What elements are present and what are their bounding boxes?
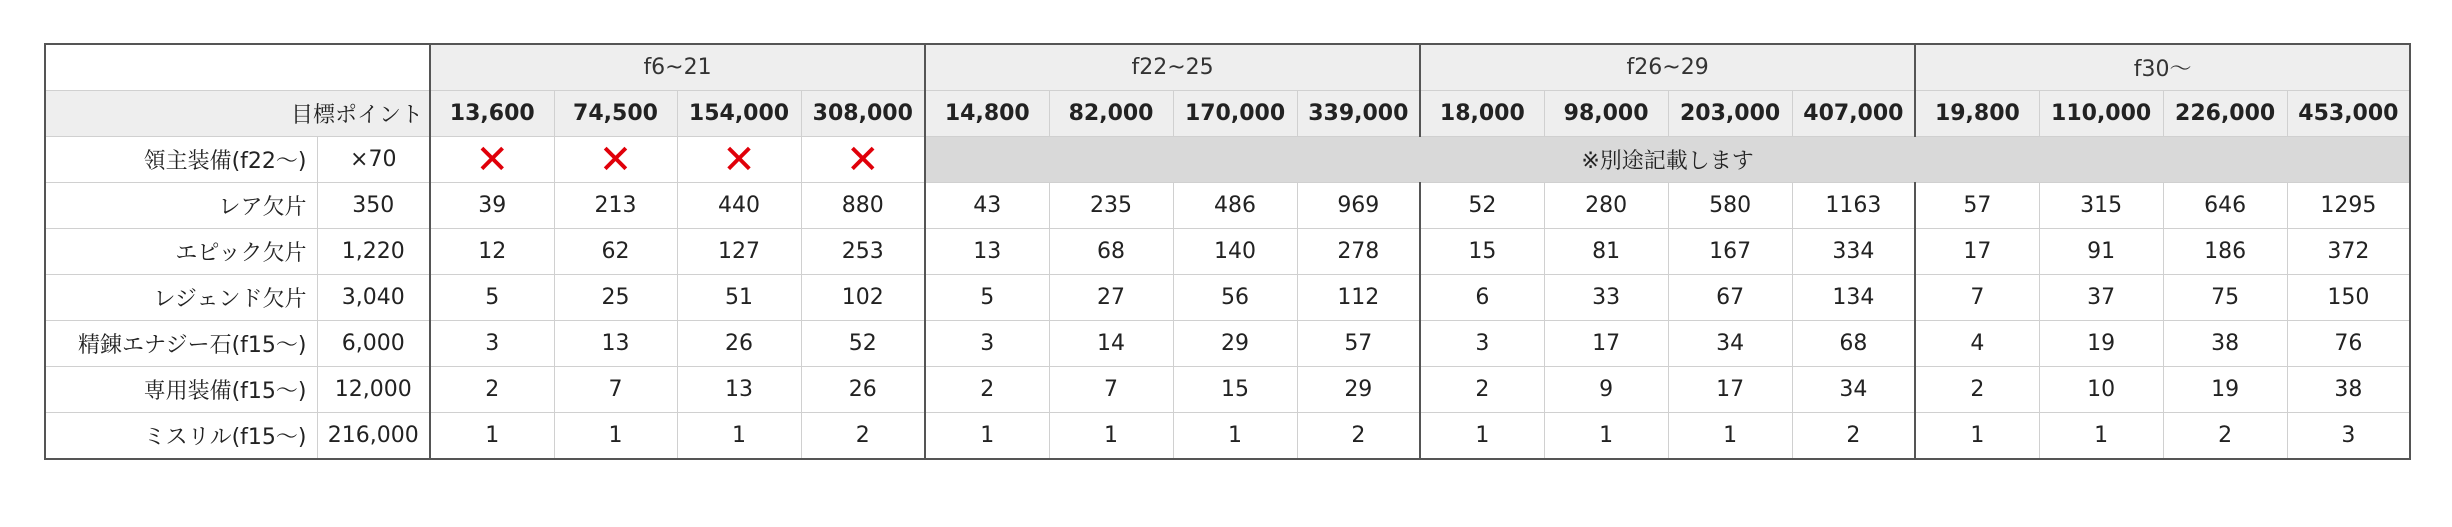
value-cell: 167 bbox=[1668, 229, 1792, 275]
item-unit: 12,000 bbox=[317, 367, 430, 413]
value-cell: 10 bbox=[2039, 367, 2163, 413]
value-cell: 880 bbox=[801, 183, 925, 229]
value-cell: 1 bbox=[554, 413, 677, 460]
target-value: 14,800 bbox=[925, 91, 1049, 137]
value-cell: 13 bbox=[677, 367, 801, 413]
value-cell: 6 bbox=[1420, 275, 1544, 321]
value-cell: 112 bbox=[1297, 275, 1420, 321]
table-row bbox=[45, 413, 2410, 460]
target-value: 19,800 bbox=[1915, 91, 2039, 137]
value-cell: 7 bbox=[1049, 367, 1173, 413]
value-cell: 2 bbox=[801, 413, 925, 460]
value-cell: 1 bbox=[925, 413, 1049, 460]
value-cell: 1295 bbox=[2287, 183, 2410, 229]
target-value: 339,000 bbox=[1297, 91, 1420, 137]
target-value: 18,000 bbox=[1420, 91, 1544, 137]
value-cell: 34 bbox=[1792, 367, 1915, 413]
item-name: 領主装備(f22〜) bbox=[45, 137, 317, 183]
item-name: 精錬エナジー石(f15〜) bbox=[45, 321, 317, 367]
value-cell: 57 bbox=[1297, 321, 1420, 367]
value-cell: 486 bbox=[1173, 183, 1297, 229]
value-cell: 19 bbox=[2163, 367, 2287, 413]
value-cell: 140 bbox=[1173, 229, 1297, 275]
value-cell: 3 bbox=[430, 321, 554, 367]
item-unit: 3,040 bbox=[317, 275, 430, 321]
value-cell: 186 bbox=[2163, 229, 2287, 275]
value-cell: 1 bbox=[2039, 413, 2163, 460]
value-cell: 17 bbox=[1668, 367, 1792, 413]
value-cell: 7 bbox=[554, 367, 677, 413]
value-cell: 440 bbox=[677, 183, 801, 229]
item-name: ミスリル(f15〜) bbox=[45, 413, 317, 460]
item-name: レジェンド欠片 bbox=[45, 275, 317, 321]
item-unit: ×70 bbox=[317, 137, 430, 183]
target-value: 98,000 bbox=[1544, 91, 1668, 137]
value-cell: 1 bbox=[430, 413, 554, 460]
value-cell: 81 bbox=[1544, 229, 1668, 275]
group-header: f6~21 bbox=[430, 44, 925, 91]
value-cell: 3 bbox=[925, 321, 1049, 367]
target-value: 203,000 bbox=[1668, 91, 1792, 137]
x-mark-icon: ✕ bbox=[598, 136, 633, 183]
value-cell: 2 bbox=[1915, 367, 2039, 413]
value-cell: 1 bbox=[677, 413, 801, 460]
value-cell: 13 bbox=[554, 321, 677, 367]
value-cell: 2 bbox=[1792, 413, 1915, 460]
target-row bbox=[45, 91, 2410, 137]
value-cell: 43 bbox=[925, 183, 1049, 229]
value-cell: 37 bbox=[2039, 275, 2163, 321]
value-cell: 372 bbox=[2287, 229, 2410, 275]
value-cell: 4 bbox=[1915, 321, 2039, 367]
value-cell: 38 bbox=[2163, 321, 2287, 367]
group-header: f26~29 bbox=[1420, 44, 1915, 91]
target-value: 308,000 bbox=[801, 91, 925, 137]
target-value: 407,000 bbox=[1792, 91, 1915, 137]
value-cell: 76 bbox=[2287, 321, 2410, 367]
value-cell: 26 bbox=[801, 367, 925, 413]
value-cell: 2 bbox=[430, 367, 554, 413]
target-label: 目標ポイント bbox=[45, 91, 430, 137]
target-value: 170,000 bbox=[1173, 91, 1297, 137]
value-cell: 278 bbox=[1297, 229, 1420, 275]
value-cell: 25 bbox=[554, 275, 677, 321]
group-header-row bbox=[45, 44, 2410, 91]
item-name: レア欠片 bbox=[45, 183, 317, 229]
group-header: f22~25 bbox=[925, 44, 1420, 91]
value-cell: 646 bbox=[2163, 183, 2287, 229]
value-cell: 12 bbox=[430, 229, 554, 275]
value-cell: 334 bbox=[1792, 229, 1915, 275]
value-cell: 75 bbox=[2163, 275, 2287, 321]
value-cell: 15 bbox=[1173, 367, 1297, 413]
value-cell: 19 bbox=[2039, 321, 2163, 367]
value-cell: 62 bbox=[554, 229, 677, 275]
reward-table bbox=[44, 43, 2411, 460]
value-cell: 51 bbox=[677, 275, 801, 321]
value-cell: 29 bbox=[1173, 321, 1297, 367]
value-cell: 5 bbox=[430, 275, 554, 321]
item-unit: 216,000 bbox=[317, 413, 430, 460]
value-cell: 17 bbox=[1544, 321, 1668, 367]
value-cell: 2 bbox=[1297, 413, 1420, 460]
value-cell: 580 bbox=[1668, 183, 1792, 229]
value-cell: 1 bbox=[1420, 413, 1544, 460]
lord-equipment-row bbox=[45, 137, 2410, 183]
value-cell: 315 bbox=[2039, 183, 2163, 229]
value-cell: 17 bbox=[1915, 229, 2039, 275]
unavailable-cell bbox=[554, 137, 677, 183]
value-cell: 27 bbox=[1049, 275, 1173, 321]
item-unit: 350 bbox=[317, 183, 430, 229]
target-value: 226,000 bbox=[2163, 91, 2287, 137]
x-mark-icon: ✕ bbox=[846, 136, 880, 183]
value-cell: 29 bbox=[1297, 367, 1420, 413]
x-mark-icon: ✕ bbox=[475, 136, 509, 183]
value-cell: 253 bbox=[801, 229, 925, 275]
unavailable-cell bbox=[801, 137, 925, 183]
unavailable-cell bbox=[430, 137, 554, 183]
corner-cell bbox=[45, 44, 430, 91]
value-cell: 3 bbox=[2287, 413, 2410, 460]
value-cell: 235 bbox=[1049, 183, 1173, 229]
value-cell: 39 bbox=[430, 183, 554, 229]
target-value: 13,600 bbox=[430, 91, 554, 137]
value-cell: 15 bbox=[1420, 229, 1544, 275]
value-cell: 57 bbox=[1915, 183, 2039, 229]
value-cell: 969 bbox=[1297, 183, 1420, 229]
value-cell: 1163 bbox=[1792, 183, 1915, 229]
value-cell: 52 bbox=[801, 321, 925, 367]
value-cell: 1 bbox=[1544, 413, 1668, 460]
table-row bbox=[45, 229, 2410, 275]
target-value: 453,000 bbox=[2287, 91, 2410, 137]
value-cell: 127 bbox=[677, 229, 801, 275]
item-unit: 1,220 bbox=[317, 229, 430, 275]
value-cell: 26 bbox=[677, 321, 801, 367]
value-cell: 3 bbox=[1420, 321, 1544, 367]
value-cell: 67 bbox=[1668, 275, 1792, 321]
note-cell: ※別途記載します bbox=[925, 137, 2410, 183]
unavailable-cell bbox=[677, 137, 801, 183]
item-name: エピック欠片 bbox=[45, 229, 317, 275]
value-cell: 1 bbox=[1049, 413, 1173, 460]
value-cell: 1 bbox=[1173, 413, 1297, 460]
value-cell: 2 bbox=[1420, 367, 1544, 413]
item-unit: 6,000 bbox=[317, 321, 430, 367]
value-cell: 2 bbox=[2163, 413, 2287, 460]
value-cell: 134 bbox=[1792, 275, 1915, 321]
value-cell: 56 bbox=[1173, 275, 1297, 321]
value-cell: 33 bbox=[1544, 275, 1668, 321]
table-row bbox=[45, 275, 2410, 321]
value-cell: 2 bbox=[925, 367, 1049, 413]
value-cell: 1 bbox=[1915, 413, 2039, 460]
value-cell: 213 bbox=[554, 183, 677, 229]
value-cell: 7 bbox=[1915, 275, 2039, 321]
value-cell: 34 bbox=[1668, 321, 1792, 367]
target-value: 110,000 bbox=[2039, 91, 2163, 137]
value-cell: 14 bbox=[1049, 321, 1173, 367]
value-cell: 91 bbox=[2039, 229, 2163, 275]
value-cell: 52 bbox=[1420, 183, 1544, 229]
target-value: 82,000 bbox=[1049, 91, 1173, 137]
value-cell: 38 bbox=[2287, 367, 2410, 413]
value-cell: 150 bbox=[2287, 275, 2410, 321]
table-row bbox=[45, 183, 2410, 229]
group-header: f30〜 bbox=[1915, 44, 2410, 91]
x-mark-icon: ✕ bbox=[722, 136, 756, 183]
value-cell: 68 bbox=[1049, 229, 1173, 275]
value-cell: 13 bbox=[925, 229, 1049, 275]
target-value: 74,500 bbox=[554, 91, 677, 137]
value-cell: 5 bbox=[925, 275, 1049, 321]
value-cell: 68 bbox=[1792, 321, 1915, 367]
value-cell: 1 bbox=[1668, 413, 1792, 460]
item-name: 専用装備(f15〜) bbox=[45, 367, 317, 413]
table-row bbox=[45, 367, 2410, 413]
value-cell: 280 bbox=[1544, 183, 1668, 229]
value-cell: 9 bbox=[1544, 367, 1668, 413]
table-row bbox=[45, 321, 2410, 367]
value-cell: 102 bbox=[801, 275, 925, 321]
target-value: 154,000 bbox=[677, 91, 801, 137]
